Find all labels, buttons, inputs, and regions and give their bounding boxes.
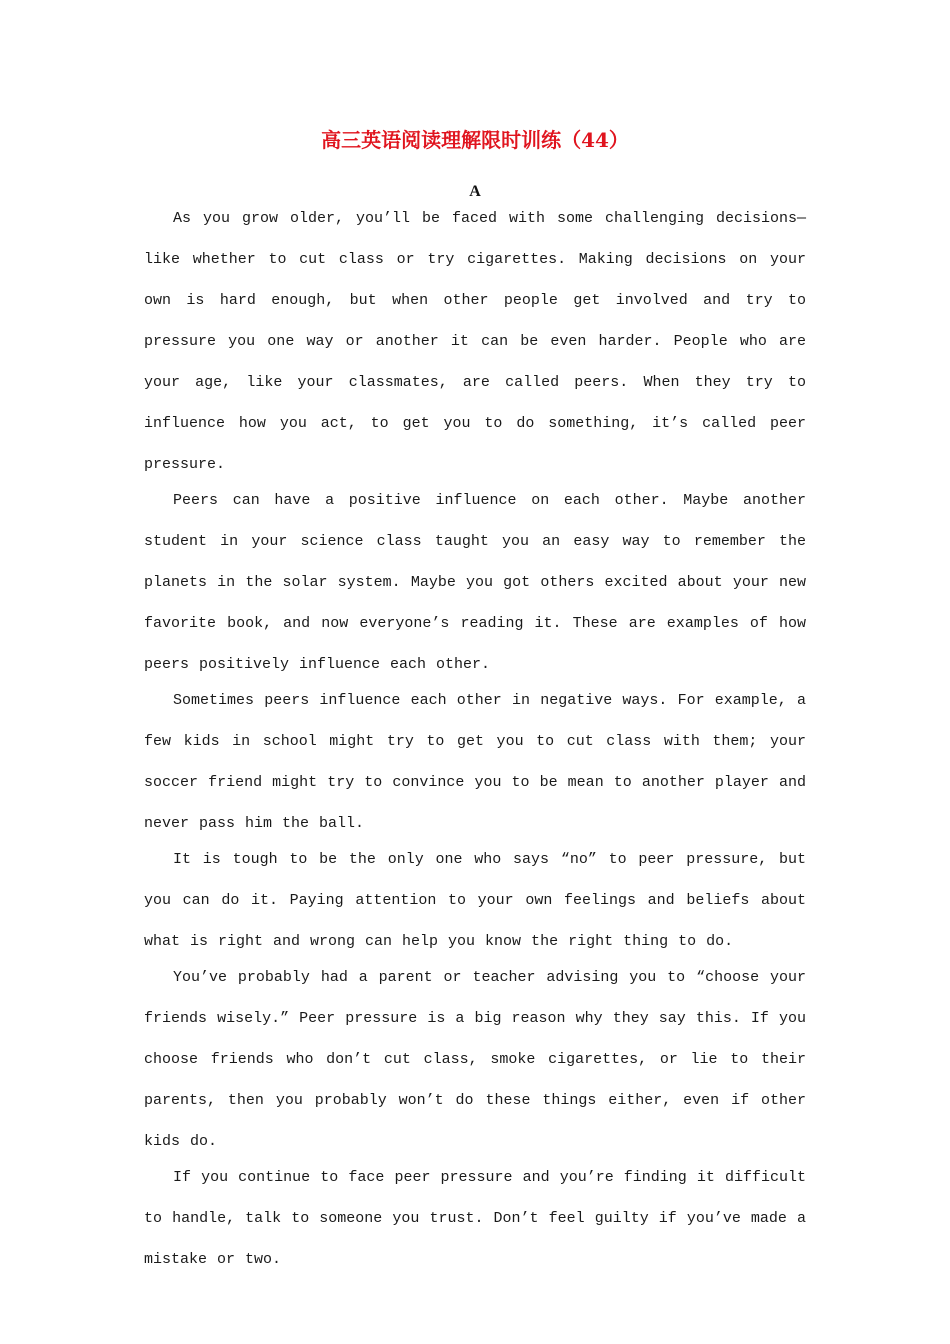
section-label: A xyxy=(469,183,481,200)
document-title: 高三英语阅读理解限时训练（44） xyxy=(321,128,629,152)
paragraph-3: Sometimes peers influence each other in negative ways. For example, a few kids in school might try to get you to cut class with them; your soccer friend might try to convince you to be mean to another player and never pass him the ball. xyxy=(144,692,806,832)
paragraph-1: As you grow older, you’ll be faced with some challenging decisions—like whether to cut class or try cigarettes. Making decisions on your own is hard enough, but when other people get involved and try to pressure you one way or another it can be even harder. People who are your age, like your classmates, are called peers. When they try to influence how you act, to get you to do something, it’s called peer pressure. xyxy=(144,210,806,473)
paragraph-4: It is tough to be the only one who says “no” to peer pressure, but you can do it. Paying attention to your own feelings and beliefs about what is right and wrong can help you know the right thing to do. xyxy=(144,851,806,950)
paragraph-6: If you continue to face peer pressure and you’re finding it difficult to handle, talk to someone you trust. Don’t feel guilty if you’ve made a mistake or two. xyxy=(144,1169,806,1268)
passage-body xyxy=(144,198,806,1280)
paragraph-5: You’ve probably had a parent or teacher advising you to “choose your friends wisely.” Peer pressure is a big reason why they say this. If you choose friends who don’t cut class, smoke cigarettes, or lie to their parents, then you probably won’t do these things either, even if other kids do. xyxy=(144,969,806,1150)
paragraph-2: Peers can have a positive influence on each other. Maybe another student in your science class taught you an easy way to remember the planets in the solar system. Maybe you got others excited about your new favorite book, and now everyone’s reading it. These are examples of how peers positively influence each other. xyxy=(144,492,806,673)
